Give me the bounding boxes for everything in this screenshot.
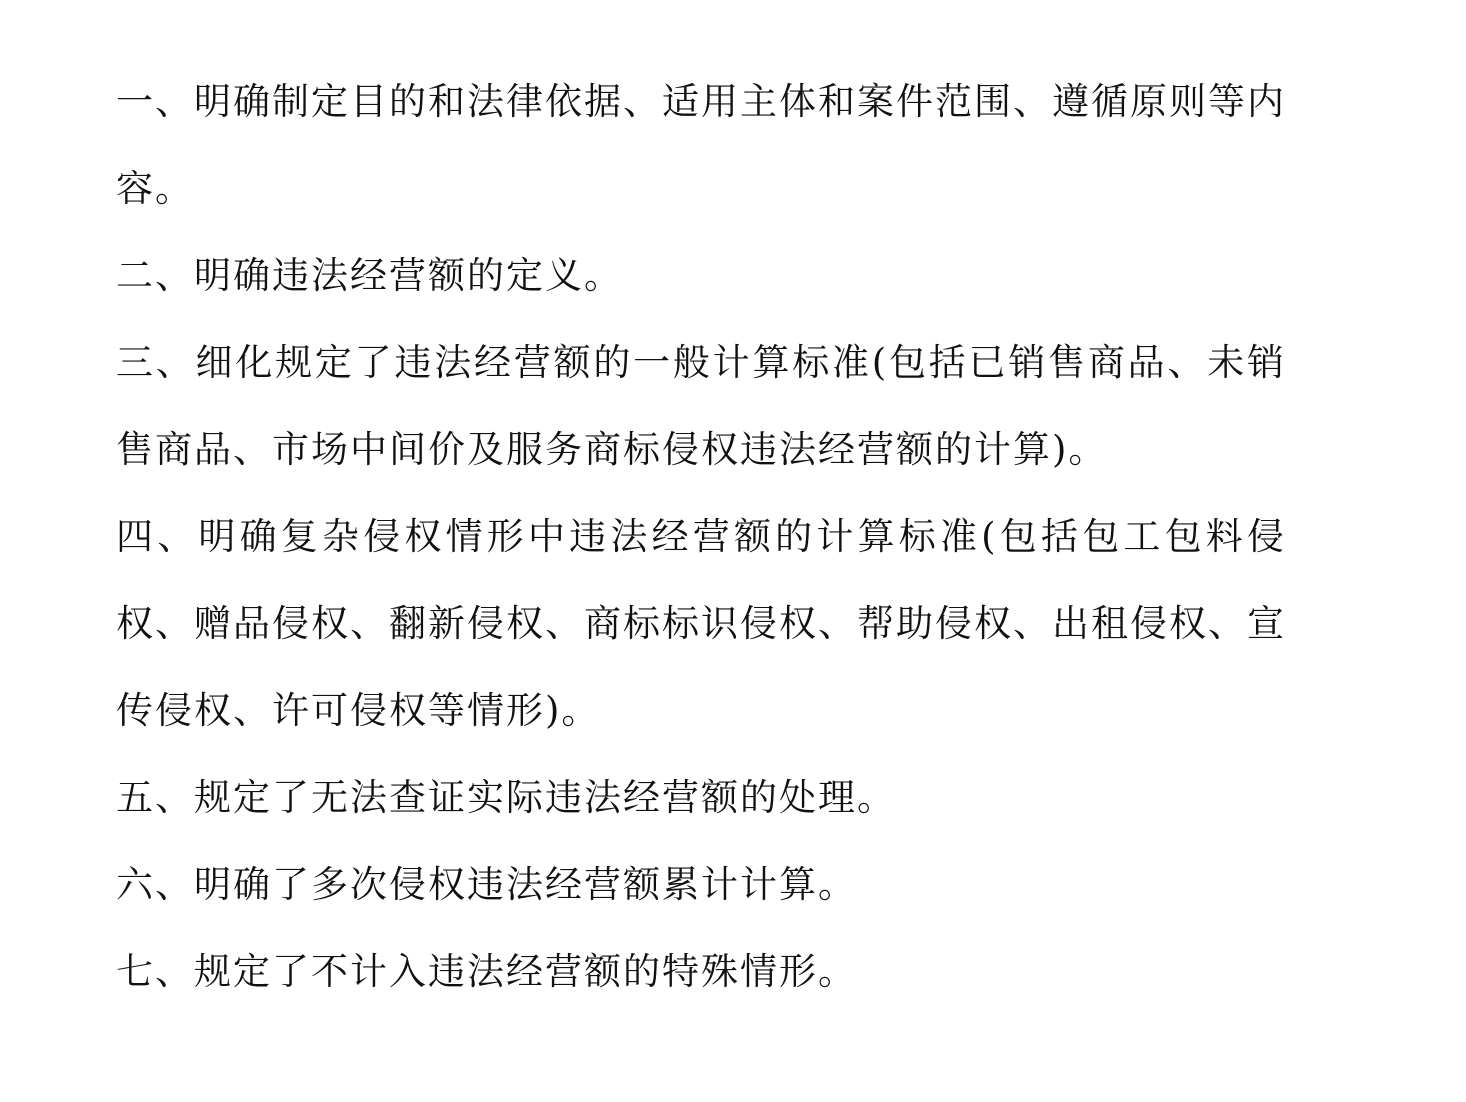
paragraph-7: 七、规定了不计入违法经营额的特殊情形。 (116, 950, 857, 993)
document-body (116, 58, 1286, 1015)
paragraph-6: 六、明确了多次侵权违法经营额累计计算。 (116, 863, 857, 906)
paragraph-4: 四、明确复杂侵权情形中违法经营额的计算标准(包括包工包料侵权、赠品侵权、翻新侵权、商标标识侵权、帮助侵权、出租侵权、宣传侵权、许可侵权等情形)。 (116, 515, 1286, 732)
paragraph-2: 二、明确违法经营额的定义。 (116, 254, 623, 297)
paragraph-3: 三、细化规定了违法经营额的一般计算标准(包括已销售商品、未销售商品、市场中间价及服务商标侵权违法经营额的计算)。 (116, 341, 1286, 471)
paragraph-1: 一、明确制定目的和法律依据、适用主体和案件范围、遵循原则等内容。 (116, 80, 1286, 210)
paragraph-5: 五、规定了无法查证实际违法经营额的处理。 (116, 776, 896, 819)
